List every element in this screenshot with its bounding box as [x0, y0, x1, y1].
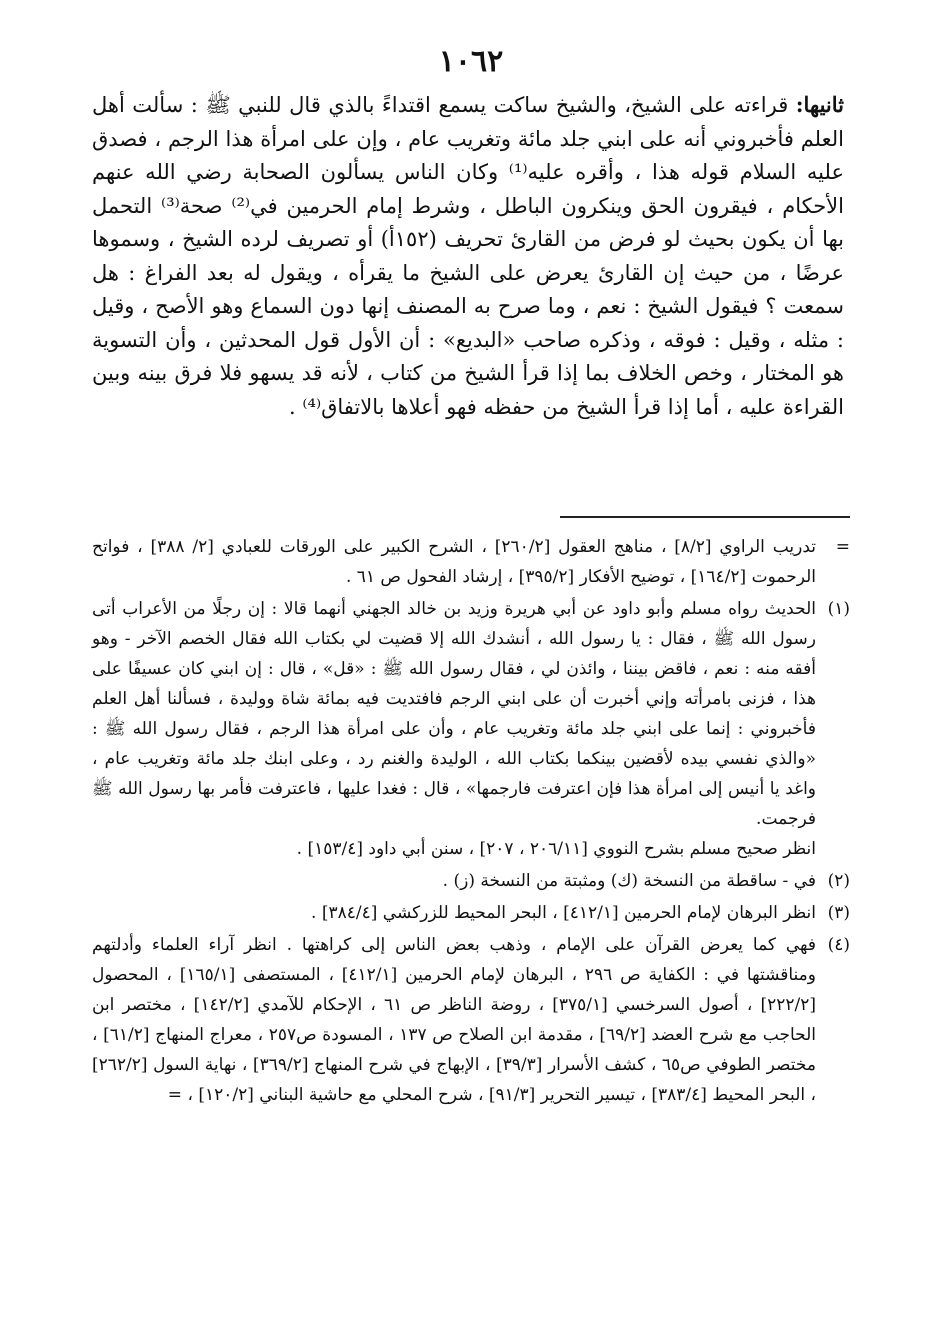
footnote-marker: (٣): [827, 903, 850, 923]
footnote-text: [92, 594, 816, 864]
footnote-4: [92, 930, 850, 1110]
footnote-marker: (١): [827, 599, 850, 619]
page-number: ١٠٦٢: [438, 44, 504, 79]
footnote-paragraph: انظر صحيح مسلم بشرح النووي [٢٠٦/١١ ، ٢٠٧] ، سنن أبي داود [١٥٣/٤] .: [296, 839, 816, 859]
main-paragraph: [92, 88, 844, 424]
footnote-3: [92, 898, 850, 928]
footnotes: [92, 532, 850, 1110]
footnote-text: [92, 898, 816, 928]
footnote-continuation: [92, 532, 850, 592]
footnote-paragraph: تدريب الراوي [٨/٢] ، مناهج العقول [٢٦٠/٢] ، الشرح الكبير على الورقات للعبادي [٢/ ٣٨٨] ، فواتح الرحموت [١٦٤/٢] ، توضيح الأفكار [٣٩٥/٢] ، إرشاد الفحول ص ٦١ .: [92, 537, 817, 587]
footnote-paragraph: انظر البرهان لإمام الحرمين [٤١٢/١] ، البحر المحيط للزركشي [٣٨٤/٤] .: [311, 903, 816, 923]
footnote-text: [92, 930, 816, 1110]
footnote-paragraph: في - ساقطة من النسخة (ك) ومثبتة من النسخة (ز) .: [442, 871, 816, 891]
paragraph-lead: ثانيها:: [795, 92, 844, 117]
footnote-text: [92, 866, 816, 896]
footnote-2: [92, 866, 850, 896]
footnote-separator: [560, 516, 850, 518]
footnote-marker: =: [835, 537, 850, 557]
footnote-marker: (٢): [827, 871, 850, 891]
main-text: [92, 88, 844, 424]
footnote-paragraph: فهي كما يعرض القرآن على الإمام ، وذهب بعض الناس إلى كراهتها . انظر آراء العلماء وأدلتهم ومناقشتها في : الكفاية ص ٢٩٦ ، البرهان لإمام الحرمين [٤١٢/١] ، المستصفى [١٦٥/١] ، المحصول [٢٢٢/٢] ، أصول السرخسي [٣٧٥/١] ، روضة الناظر ص ٦١ ، الإحكام للآمدي [١٤٢/٢] ، مختصر ابن الحاجب مع شرح العضد [٦٩/٢] ، مقدمة ابن الصلاح ص ١٣٧ ، المسودة ص٢٥٧ ، معراج المنهاج [٦١/٢] ، مختصر الطوفي ص٦٥ ، كشف الأسرار [٣٩/٣] ، الإبهاج في شرح المنهاج [٣٦٩/٢] ، نهاية السول [٢٦٢/٢] ، البحر المحيط [٣٨٣/٤] ، تيسير التحرير [٩١/٣] ، شرح المحلي مع حاشية البناني [١٢٠/٢] ، =: [92, 935, 817, 1105]
paragraph-body: قراءته على الشيخ، والشيخ ساكت يسمع اقتداءً بالذي قال للنبي ﷺ : سألت أهل العلم فأخبروني أنه على ابني جلد مائة وتغريب عام ، وإن على امرأة هذا الرجم ، فصدق عليه السلام قوله هذا ، وأقره عليه⁽¹⁾ وكان الناس يسألون الصحابة رضي الله عنهم الأحكام ، فيقرون الحق وينكرون الباطل ، وشرط إمام الحرمين في⁽²⁾ صحة⁽³⁾ التحمل بها أن يكون بحيث لو فرض من القارئ تحريف (١٥٢أ) أو تصريف لرده الشيخ ، وسموها عرضًا ، من حيث إن القارئ يعرض على الشيخ ما يقرأه ، ويقول له بعد الفراغ : هل سمعت ؟ فيقول الشيخ : نعم ، وما صرح به المصنف إنها دون السماع وهو الأصح ، وقيل : مثله ، وقيل : فوقه ، وذكره صاحب «البديع» : أن الأول قول المحدثين ، وأن التسوية هو المختار ، وخص الخلاف بما إذا قرأ الشيخ من كتاب ، لأنه قد يسهو فلا فرق بينه وبين القراءة عليه ، أما إذا قرأ الشيخ من حفظه فهو أعلاها بالاتفاق⁽⁴⁾ .: [92, 93, 844, 419]
footnote-marker: (٤): [827, 935, 850, 955]
footnote-text: [92, 532, 816, 592]
footnote-1: [92, 594, 850, 864]
footnote-paragraph: الحديث رواه مسلم وأبو داود عن أبي هريرة وزيد بن خالد الجهني أنهما قالا : إن رجلًا من الأعراب أتى رسول الله ﷺ ، فقال : يا رسول الله ، أنشدك الله إلا قضيت لي بكتاب الله فقال الخصم الآخر - وهو أفقه منه : نعم ، فاقض بيننا ، وائذن لي ، فقال رسول الله ﷺ : «قل» ، قال : إن ابني كان عسيفًا على هذا ، فزنى بامرأته وإني أخبرت أن على ابني الرجم فافتديت فيه بمائة شاة ووليدة ، فسألنا أهل العلم فأخبروني : إنما على ابني جلد مائة وتغريب عام ، وأن على امرأة هذا الرجم ، فقال رسول الله ﷺ : «والذي نفسي بيده لأقضين بينكما بكتاب الله ، الوليدة والغنم رد ، وعلى ابنك جلد مائة وتغريب عام ، واغد يا أنيس إلى امرأة هذا فإن اعترفت فارجمها» ، قال : فغدا عليها ، فاعترفت فأمر بها رسول الله ﷺ فرجمت.: [92, 599, 816, 829]
